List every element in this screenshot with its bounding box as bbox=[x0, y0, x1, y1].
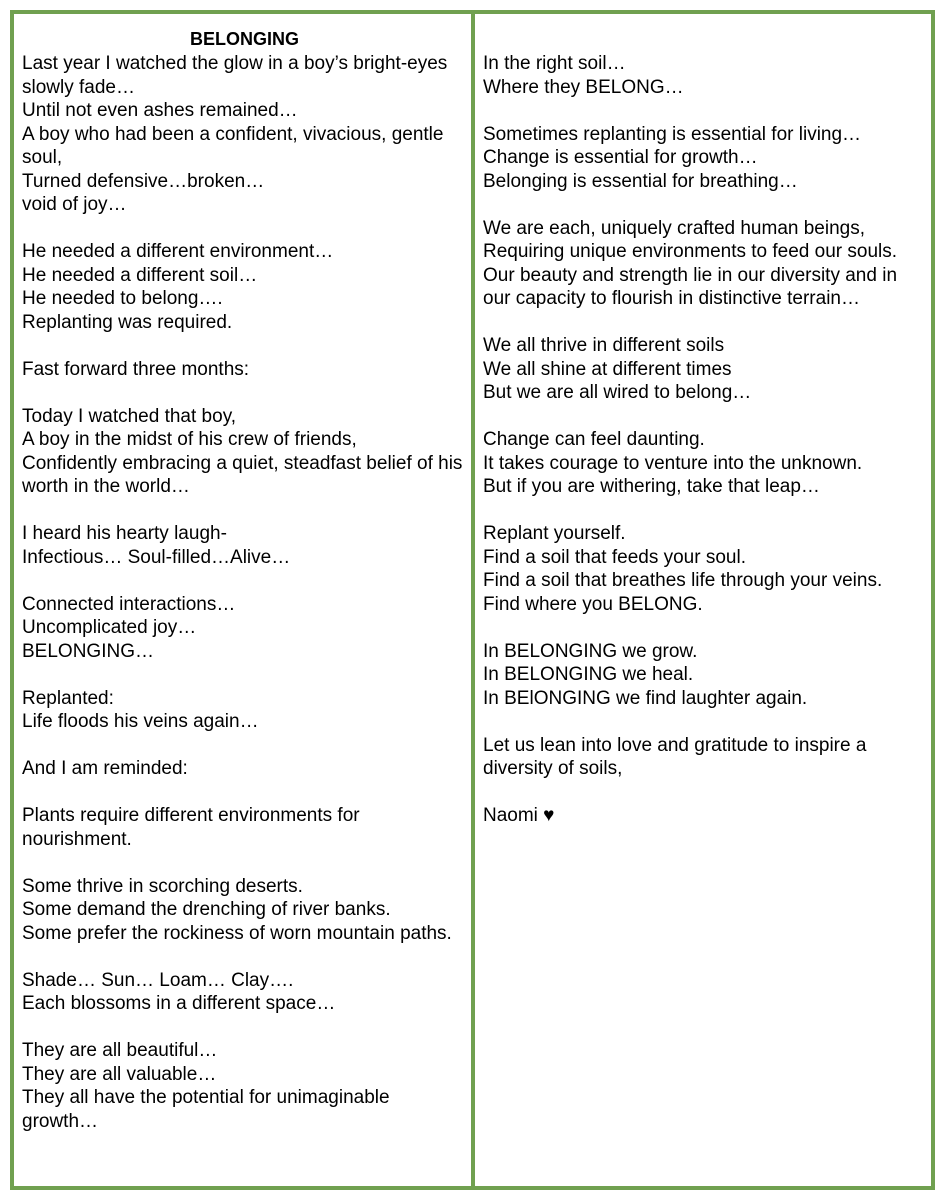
poem-line: But if you are withering, take that leap… bbox=[483, 476, 820, 497]
stanza bbox=[483, 334, 927, 405]
poem-line: Let us lean into love and gratitude to inspire a diversity of soils, bbox=[483, 734, 872, 779]
poem-line: They are all beautiful… bbox=[22, 1040, 218, 1061]
poem-line: Find a soil that feeds your soul. bbox=[483, 546, 746, 568]
right-stanzas bbox=[483, 52, 927, 828]
stanza bbox=[22, 757, 467, 781]
poem-line: It takes courage to venture into the unknown. bbox=[483, 452, 863, 474]
poem-line: Replant yourself. bbox=[483, 523, 626, 544]
poem-line: Turned defensive…broken… bbox=[22, 170, 265, 192]
stanza bbox=[22, 593, 467, 664]
poem-line: Plants require different environments for nourishment. bbox=[22, 805, 365, 850]
stanza bbox=[483, 123, 927, 194]
stanza bbox=[22, 687, 467, 734]
poem-title: BELONGING bbox=[189, 29, 299, 49]
poem-line: Confidently embracing a quiet, steadfast belief of his worth in the world… bbox=[22, 452, 468, 497]
poem-line: Sometimes replanting is essential for living… bbox=[483, 123, 862, 145]
poem-line: Naomi ♥ bbox=[483, 805, 555, 826]
stanza bbox=[22, 358, 467, 382]
left-column bbox=[14, 14, 475, 1186]
stanza bbox=[22, 240, 467, 334]
poem-table bbox=[10, 10, 935, 1190]
poem-line: In BELONGING we heal. bbox=[483, 664, 694, 685]
stanza bbox=[483, 734, 927, 781]
poem-line: Shade… Sun… Loam… Clay…. bbox=[22, 969, 294, 991]
stanza bbox=[22, 875, 467, 946]
stanza bbox=[483, 640, 927, 711]
poem-line: Some prefer the rockiness of worn mountain paths. bbox=[22, 922, 452, 944]
poem-line: He needed to belong…. bbox=[22, 288, 223, 309]
poem-line: Some thrive in scorching deserts. bbox=[22, 875, 303, 897]
stanza bbox=[483, 428, 927, 499]
stanza bbox=[22, 405, 467, 499]
poem-line: Fast forward three months: bbox=[22, 358, 250, 380]
right-column bbox=[475, 14, 931, 1186]
poem-line: He needed a different environment… bbox=[22, 241, 334, 262]
poem-line: Replanting was required. bbox=[22, 311, 233, 333]
poem-line: We all thrive in different soils bbox=[483, 335, 725, 356]
stanza bbox=[483, 52, 927, 99]
poem-line: BELONGING… bbox=[22, 640, 154, 662]
stanza bbox=[483, 804, 927, 828]
poem-line: He needed a different soil… bbox=[22, 264, 258, 286]
poem-line: A boy who had been a confident, vivacious, gentle soul, bbox=[22, 123, 449, 168]
poem-line: Find where you BELONG. bbox=[483, 593, 703, 615]
poem-line: I heard his hearty laugh- bbox=[22, 523, 227, 544]
stanza bbox=[483, 522, 927, 616]
poem-line: They all have the potential for unimaginable growth… bbox=[22, 1087, 395, 1132]
poem-line: In BELONGING we grow. bbox=[483, 640, 698, 662]
poem-line: Belonging is essential for breathing… bbox=[483, 170, 798, 192]
poem-line: Our beauty and strength lie in our diversity and in our capacity to flourish in distinctive terrain… bbox=[483, 264, 903, 309]
poem-line: Change can feel daunting. bbox=[483, 429, 705, 450]
poem-line: Life floods his veins again… bbox=[22, 711, 259, 732]
poem-line: Find a soil that breathes life through your veins. bbox=[483, 570, 883, 591]
stanza bbox=[22, 52, 467, 217]
poem-line: void of joy… bbox=[22, 194, 127, 215]
poem-line: Last year I watched the glow in a boy’s bright-eyes slowly fade… bbox=[22, 53, 453, 98]
stanza bbox=[22, 522, 467, 569]
poem-line: Each blossoms in a different space… bbox=[22, 993, 336, 1014]
poem-line: We are each, uniquely crafted human beings, bbox=[483, 217, 865, 239]
poem-line: Some demand the drenching of river banks. bbox=[22, 899, 391, 920]
poem-line: Requiring unique environments to feed our souls. bbox=[483, 241, 898, 262]
poem-line: Replanted: bbox=[22, 687, 114, 709]
poem-line: And I am reminded: bbox=[22, 758, 188, 779]
stanza bbox=[22, 969, 467, 1016]
poem-line: Today I watched that boy, bbox=[22, 405, 237, 427]
stanza bbox=[22, 804, 467, 851]
poem-line: Uncomplicated joy… bbox=[22, 617, 197, 638]
poem-line: Change is essential for growth… bbox=[483, 147, 758, 168]
poem-line: In BElONGING we find laughter again. bbox=[483, 687, 808, 709]
stanza bbox=[483, 217, 927, 311]
poem-line: Until not even ashes remained… bbox=[22, 100, 298, 121]
poem-line: A boy in the midst of his crew of friends, bbox=[22, 429, 357, 450]
left-stanzas bbox=[22, 52, 467, 1133]
stanza bbox=[22, 1039, 467, 1133]
poem-line: They are all valuable… bbox=[22, 1063, 217, 1085]
poem-line: In the right soil… bbox=[483, 53, 626, 74]
poem-line: Where they BELONG… bbox=[483, 76, 684, 98]
poem-line: We all shine at different times bbox=[483, 358, 732, 380]
poem-line: But we are all wired to belong… bbox=[483, 382, 752, 403]
poem-line: Infectious… Soul-filled…Alive… bbox=[22, 546, 291, 568]
poem-line: Connected interactions… bbox=[22, 593, 236, 615]
